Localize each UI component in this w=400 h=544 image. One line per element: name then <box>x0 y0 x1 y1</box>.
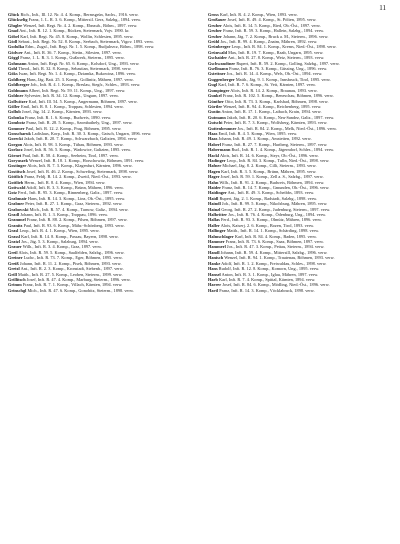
entry-name: Hadinger <box>208 157 226 163</box>
entry-name: Hammer <box>208 239 225 245</box>
entry-details: Iwan, Inft. Regt. Nr. 1. 4. Komp., Dziamka, Bukowina, 1896. verw. <box>18 71 137 77</box>
entry-details: Jos., Jäg. 5. 3. Komp., Salzburg, 1894. verw. <box>21 239 99 245</box>
entry-name: Gradl <box>8 212 20 218</box>
entry-name: Günther <box>208 98 224 104</box>
entry-name: Goryuszek <box>8 157 28 163</box>
entry-details: Josef, Inft. R. 49. 4. Komp., St. Pölten, 1895. verw. <box>227 17 317 23</box>
entry-name: Gollub <box>8 109 21 115</box>
entry-name: Gsellmann <box>208 66 228 72</box>
entry-details: Franz, Inft. R. 28. 5. Komp., Szombathely, Ung., 1897. verw. <box>26 120 133 126</box>
entry-details: Franz, Inft. R. 102. 5. Komp., Beneschau, Böhmen, 1896. verw. <box>222 93 334 99</box>
entry-name: Gnad <box>8 28 19 34</box>
entry-details: Franz, Inft. R. 7. 1. Komp., Villach, Kärnten, 1894. verw. <box>22 282 123 288</box>
entry-name: Hagen <box>208 168 221 174</box>
entry-name: Guttenbrunner <box>208 125 237 131</box>
entry-details: Alois, Kaiserj. 2. 6. Komp., Bozen, Tirol, 1893. verw. <box>220 222 315 228</box>
entry-name: Harb <box>208 276 218 282</box>
entry-details: Ferd., Inft. R. 93. 3. Komp., Olmütz, Mähren, 1896. verw. <box>220 217 322 223</box>
left-column <box>8 12 192 293</box>
entry-details: Alois, Inft. R. 14. 6. Komp., Steyr, Ob.-Öst., 1896. verw. <box>219 152 319 158</box>
entry-details: Franz, Inft. R. 59. 3. Komp., Hallein, Salzbg., 1894. verw. <box>223 28 325 34</box>
entry-details: Hans, Inft. R. 14. 3. Komp., Linz, Ob.-Öst., 1895. verw. <box>27 195 126 201</box>
entry-details: Franz, Inft. R. 88. 2. Komp., Pilsen, Böhmen, 1897. verw. <box>26 217 128 223</box>
entry-name: Gstettner <box>208 71 226 77</box>
entry-name: Gottlieb <box>8 179 24 185</box>
entry-name: Gruber <box>208 28 222 34</box>
entry-name: Göggl <box>8 55 20 61</box>
entry-name: Gommer <box>8 125 25 131</box>
entry-details: Josef, Inft. R. 56. 5. Komp., Wadowice, Galizien, 1895. verw. <box>23 147 132 153</box>
entry-details: Alois, Inft. R. 59. 5. Komp., Saalfelden, Salzbg., 1896. verw. <box>18 249 125 255</box>
entry-details: Adolf, Inft. R. 3. 3. Komp., Brünn, Mähren, 1896. verw. <box>26 185 124 190</box>
entry-name: Göks <box>8 71 18 77</box>
entry-details: Wenzel, Inft. R. 94. 4. Komp., Reichenberg, 1895. verw. <box>223 103 322 109</box>
entry-details: Karl, Inft. R. 7. 6. Komp., St. Veit, Kärnten, 1897. verw. <box>218 82 316 88</box>
entry-details: Peter, Inft. R. 7. 3. Komp., Wolfsberg, Kärnten, 1893. verw. <box>223 120 328 126</box>
entry-details: Rud., Inft. R. 1. 4. Komp., Jägerndorf, Schles., 1894. verw. <box>231 147 335 153</box>
entry-name: Glückselig <box>8 17 28 23</box>
entry-name: Göbel <box>8 33 20 39</box>
list-entry <box>208 288 392 293</box>
entry-details: Josef, Inft. R. 46. 2. Komp., Schwefing, Steiermark, 1898. verw. <box>26 168 139 174</box>
entry-details: Franz, Inft. R. 73. 6. Komp., Saaz, Böhmen, 1897. verw. <box>225 239 324 245</box>
entry-name: Grünberger <box>208 44 231 50</box>
entry-details: Alois, Inft. R. 98. 3. Komp., Tübau, Böhmen, 1893. verw. <box>23 141 124 147</box>
entry-name: Grasl <box>8 228 19 234</box>
entry-name: Haller <box>208 222 220 228</box>
entry-name: Gutschi <box>208 120 223 126</box>
entry-name: Gruber <box>208 22 222 28</box>
entry-name: Gschaider <box>208 55 228 61</box>
right-column <box>208 12 392 293</box>
entry-name: Grill <box>8 271 17 277</box>
entry-name: Gugl <box>208 82 218 88</box>
entry-name: Gostitsch <box>8 168 26 174</box>
entry-details: Mich., Inft. R. 57. 4. Komp., Tarnow, Galiz., 1894. verw. <box>29 206 129 212</box>
entry-details: Franz, Inft. R. 14. 3. Komp., Vöcklabruck, 1898. verw. <box>219 287 315 293</box>
entry-name: Gratzl <box>8 239 21 245</box>
entry-name: Gorecki <box>8 136 23 142</box>
entry-details: Paul, Inft. R. 12. 2. Komp., Prag, Böhmen, 1895. verw. <box>25 125 122 131</box>
entry-details: Rudolf, Inft. R. 12. 8. Komp., Komorn, Ung., 1895. verw. <box>218 266 320 272</box>
entry-details: Emil, Inft. R. 8. 1. Komp., Troppau, Schlesien, 1894. verw. <box>20 103 124 109</box>
entry-details: Johann, Jäg. 7. 2. Komp., Bruck a. M., Steierm., 1896. verw. <box>223 33 329 39</box>
entry-name: Glugler <box>8 22 23 28</box>
entry-name: Hainzl <box>208 206 221 212</box>
entry-name: Guggenberger <box>208 76 235 82</box>
entry-name: Gohmann <box>8 60 27 66</box>
entry-details: Wenzel, Inft. R. 94. 1. Komp., Trautenau, Böhmen, 1893. verw. <box>224 255 335 261</box>
entry-details: Wilh., Inft. R. 91. 2. Komp., Budweis, Böhmen, 1894. verw. <box>219 179 325 185</box>
entry-details: Rupert, Jäg. 2. 1. Komp., Radstadt, Salzbg., 1898. verw. <box>219 195 318 201</box>
entry-details: Karl, Inft. R. 4. 2. Komp., Wien, 1893. verw. <box>219 12 298 17</box>
entry-name: Hahn <box>208 179 219 185</box>
entry-details: Albert, Inft. Regt. Nr. 59. 11. Komp., Ung., 1897. verw. <box>28 87 126 93</box>
entry-details: Sylvester, Inft. R. 34. 12. Komp., Ungarn, 1897. verw. <box>24 93 119 99</box>
entry-name: Grassl <box>8 233 21 239</box>
entry-name: Habermann <box>208 147 231 153</box>
entry-details: Matth., Inft. R. 14. 1. Komp., Schärding, 1898. verw. <box>226 228 320 234</box>
entry-name: Hafner <box>208 163 222 169</box>
entry-details: Theod., Inft. R. 32. 8. Komp., Sebastian, Steiermark, 1898. verw. <box>18 66 132 72</box>
entry-name: Gretzl <box>8 266 20 272</box>
entry-name: Grünwald <box>208 49 228 55</box>
entry-name: Hanke <box>208 260 221 266</box>
entry-name: Handl <box>208 249 220 255</box>
entry-details: Anton, Inft. R. 17. 1. Komp., Laibach, Krain, 1894. verw. <box>221 109 322 115</box>
entry-name: Grammel <box>8 217 26 223</box>
entry-details: Paul, Inft. R. 93. 6. Komp., Mähr.-Schönberg, 1893. verw. <box>23 222 125 228</box>
entry-details: Johann, Inft. R. 1. 3. Komp., Troppau, 1896. verw. <box>20 212 109 218</box>
entry-details: Leop., Inft. R. 84. 3. Komp., Tulln, Nied.-Öst., 1898. verw. <box>226 157 330 163</box>
entry-details: Franz, Inft. R. 76. 3. Komp., Güssing, Ung., 1896. verw. <box>229 66 328 72</box>
entry-name: Glück <box>8 12 20 17</box>
entry-details: Karl, Inft. Regt. Nr. 45. 8. Komp., Wollin, Schlesien, 1895. verw. <box>20 33 134 39</box>
entry-details: Josef, Inft. R. 84. 6. Komp., Mödling, Nied.-Öst., 1896. verw. <box>222 282 330 288</box>
entry-name: Haindl <box>208 201 221 207</box>
entry-name: Haider <box>208 185 222 190</box>
entry-name: Halbritter <box>208 212 228 218</box>
entry-name: Gohl <box>8 66 18 72</box>
entry-name: Haidinger <box>208 190 227 196</box>
entry-name: Gottwald <box>8 185 26 190</box>
entry-details: Ant., Inft. R. 12. 1. Komp., Rücken, Steiermark, Vojv. 1890. kr. <box>19 28 130 34</box>
entry-name: Gombotz <box>8 120 26 126</box>
entry-details: Jos., Inft. R. 84. 2. Komp., Melk, Nied.-Öst., 1896. verw. <box>237 125 337 131</box>
entry-name: Hans <box>208 266 218 272</box>
entry-name: Haas <box>208 136 218 142</box>
entry-name: Gross <box>208 12 219 17</box>
entry-details: Adolf, Inft. R. 1. 2. Komp., Freiwaldau, Schles., 1898. verw. <box>221 260 327 266</box>
entry-details: Karl, Inft. R. 14. 8. Komp., Passau, Bayern, 1898. verw. <box>21 233 119 239</box>
entry-name: Halmschlager <box>208 233 234 239</box>
entry-name: Gumpinger <box>208 87 230 93</box>
entry-name: Golonka <box>8 114 24 120</box>
entry-details: Peter, Inft. R. 27. 1. Komp., Graz, Steierm., 1892. verw. <box>25 201 123 207</box>
entry-details: Otto, Inft. R. 73. 3. Komp., Karlsbad, Böhmen, 1898. verw. <box>225 98 329 104</box>
entry-name: Gödl <box>8 39 18 45</box>
entry-name: Greil <box>8 249 18 255</box>
entry-details: Franz, Feldj. B. 14. 2. Komp., Zwettl, Nied.-Öst., 1893. verw. <box>24 174 132 180</box>
entry-name: Gustin <box>208 109 221 115</box>
entry-details: Karl, Inft. R. 3. 5. Komp., Brünn, Mähren, 1895. verw. <box>221 168 317 174</box>
entry-details: Jos., Inft. R. 99. 4. Komp., Znaim, Mähren, 1892. verw. <box>220 39 318 45</box>
entry-details: Edm., Zugsf., Inft. Regt. Nr. 1. 5. Komp., Budjulezcz, Böhm., 1898. verw. <box>25 44 155 50</box>
entry-details: Paul, Inft. R. 58. 4. Komp., Seeheim, Tirol, 1897. verw. <box>22 152 119 158</box>
entry-name: Gunkel <box>208 93 222 99</box>
entry-details: Karl, Inft. R. 84. 4. Komp., Baden, 1895. verw. <box>234 233 317 239</box>
entry-details: Alois, Inft. R. 7. 3. Komp., Klagenfurt, Kärnten, 1896. verw. <box>27 163 133 169</box>
entry-details: Leop., Inft. R. 4. 1. Komp., Wien, 1895. verw. <box>19 228 100 234</box>
entry-name: Gürtler <box>208 103 223 109</box>
entry-name: Gödwer <box>8 49 23 55</box>
entry-name: Göttlich <box>8 174 24 180</box>
entry-details: Matth., Inft. R. 27. 5. Komp., Leoben, Steierm., 1899. verw. <box>18 271 123 277</box>
entry-details: Karl, Inft. Ill. 54. 5. Komp., Angermann, Böhmen, 1897. verw. <box>28 98 138 104</box>
entry-details: Herm., Inft. R. 8. 4. Komp., Wien, 1894. verw. <box>24 179 106 185</box>
entry-details: Franz, 1. L. R. 3. 1. Komp., Gußwerk, Steierm., 1895. verw. <box>20 55 125 61</box>
list-entry <box>8 288 192 293</box>
entry-details: Georg, Inft. R. 27. 2. Komp., Judenburg, Steierm., 1897. verw. <box>221 206 331 212</box>
entry-details: Michael, Jäg. 8. 2. Komp., Cilli, Steierm., 1893. verw. <box>222 163 317 169</box>
entry-details: Rupert, Inft. R. 59. 2. Komp., Golling, Salzbg., 1897. verw. <box>236 60 340 66</box>
entry-details: Sebast., Inft. Regt. Nr. 52. 8. Komp., Seebach, Steiermark, Vigov. 1893. verw. <box>18 39 154 45</box>
entry-name: Hammerl <box>208 244 226 250</box>
entry-name: Greiß <box>8 260 19 266</box>
entry-name: Gotz <box>8 190 17 196</box>
entry-details: Alois, Inft. R. 14. 2. Komp., Braunau, 1893. verw. <box>230 87 318 93</box>
entry-name: Großauer <box>208 17 227 23</box>
entry-details: Ant., Inft. R. 27. 8. Komp., Weiz, Steierm., 1893. verw. <box>227 55 325 61</box>
entry-name: Grinschgl <box>8 287 27 293</box>
entry-name: Grabner <box>8 201 25 207</box>
entry-details: Jos., Inft. R. 76. 4. Komp., Ödenburg, Ung., 1894. verw. <box>228 212 327 218</box>
entry-name: Greiner <box>8 255 23 261</box>
entry-details: Ant., Inft. R. 2. 3. Komp., Kronstadt, Siebenb., 1897. verw. <box>20 266 124 272</box>
entry-details: Franz, Inft. R. 27. 7. Komp., Hartberg, Steierm., 1897. verw. <box>222 141 328 147</box>
entry-name: Haberl <box>208 141 222 147</box>
entry-details: Josef, Jäg. 14. 2. Komp., Kärnten, 1893. verw. <box>21 109 103 115</box>
entry-name: Godulka <box>8 44 25 50</box>
entry-details: Anton, Inft. Regt. Nr. 65. 6. Komp., Kolsdorf, Ung., 1893. verw. <box>27 60 140 66</box>
entry-name: Grabmair <box>8 195 27 201</box>
entry-name: Granitz <box>8 222 23 228</box>
entry-name: Gonscharuk <box>8 130 31 136</box>
entry-name: Harrer <box>208 282 222 288</box>
entry-details: Hans, Jäg. Batt. 25. 3. Komp., Gollinitz, Mähren, 1897. verw. <box>26 76 134 82</box>
entry-name: Grübl <box>208 39 220 45</box>
entry-details: Johann, Inft. R. 11. 2. Komp., Pisek, Böhmen, 1893. verw. <box>19 260 122 266</box>
entry-details: Mich., Inft. R. 47. 6. Komp., Gonobitz, Steierm., 1898. verw. <box>27 287 134 293</box>
entry-details: Emil, Inft. R. 4. 5. Komp., Wien, 1895. verw. <box>218 130 298 136</box>
entry-details: Jakob, Inft. R. 20. 6. Komp., Neu-Sandez, Galiz., 1897. verw. <box>226 114 335 120</box>
entry-name: Grimm <box>8 282 22 288</box>
entry-name: Hallinger <box>208 228 226 234</box>
entry-name: Grabowski <box>8 206 29 212</box>
page-number: 11 <box>379 4 386 12</box>
entry-name: Goldmann <box>8 87 28 93</box>
entry-name: Hanisch <box>208 255 224 261</box>
entry-details: Rich., Inft., Ill. 12. Nr. 4. 4. Komp., Bermsgrün, Sachs., 1916. verw. <box>20 12 139 17</box>
entry-name: Göller <box>8 103 20 109</box>
entry-name: Gruber <box>208 33 222 39</box>
entry-details: Franz, 1. L. R. 3. 6. Komp., Mittersil. Gerz, Salzbg., 1894. verw. <box>28 17 142 23</box>
entry-details: Wenzel, Inft. Regt. Nr. 4. 2. Komp., Ebnzuh., Böhm., 1897. verw. <box>23 22 138 28</box>
entry-name: Hackl <box>208 152 220 158</box>
entry-details: Franz, Inft. R. 1. 6. Komp., Budweis, 1890. verw. <box>25 114 112 120</box>
entry-details: Josef, Inft. R. 59. 1. Komp., Zell a. S., Salzbg., 1897. verw. <box>220 174 324 180</box>
entry-name: Gostinger <box>8 163 27 169</box>
entry-name: Gutmann <box>208 114 226 120</box>
entry-name: Hartl <box>208 287 219 293</box>
entry-details: Karl, Inft. R. 7. 4. Komp., Spittal, Kärnten, 1894. verw. <box>218 276 316 282</box>
entry-details: Ladislaus, Korp., Inft. R. 30. 3. Komp., Gatsch, Ungarn, 1896. verw. <box>32 130 152 136</box>
entry-details: Josef, Inft. R. 47. 4. Komp., Marburg, Steierm., 1896. verw. <box>26 276 131 282</box>
entry-name: Goldberger <box>8 82 30 88</box>
entry-details: Matth., Jäg. 9. 1. Komp., Innsbruck, Tirol, 1895. verw. <box>235 76 331 82</box>
entry-name: Goldner <box>8 93 24 99</box>
entry-name: Grauer <box>8 244 22 250</box>
entry-details: Franz, Inft. R. 14. 7. Komp., Gmunden, Ob.-Öst., 1896. verw. <box>222 185 330 190</box>
entry-details: Ant., Inft. R. 49. 3. Komp., Scheibbs, 1893. verw. <box>227 190 315 196</box>
entry-details: Ferd., Inft. R. 95. 3. Komp., Rinnenberg, Galiz., 1897. verw. <box>18 190 124 196</box>
entry-name: Gorgon <box>8 141 23 147</box>
entry-details: Jos., Inft. R. 14. 4. Komp., Wels, Ob.-Öst., 1894. verw. <box>226 71 323 77</box>
entry-name: Hallas <box>208 217 220 223</box>
entry-details: Ant., Inft. R. 36. 7. Komp., Stettn., Silesien, 1897. verw. <box>23 49 122 55</box>
entry-details: Johann, Inft. R. 59. 4. Komp., Mittersill, Salzbg., 1896. verw. <box>220 249 328 255</box>
entry-details: Jakob, Inft. R. 20. 7. Komp., Schwarzbach, Galizien, 1894. verw. <box>23 136 138 142</box>
entry-name: Hansel <box>208 271 221 277</box>
entry-details: Anton, Inft. R. 3. 1. Komp., Iglau, Mähren, 1897. verw. <box>221 271 319 277</box>
entry-name: Görnet <box>8 152 22 158</box>
entry-name: Gollwitzer <box>8 98 28 104</box>
entry-name: Goldberg <box>8 76 26 82</box>
entry-name: Grillitsch <box>8 276 26 282</box>
entry-name: Gschwandtner <box>208 60 236 66</box>
entry-name: Haidl <box>208 195 219 201</box>
entry-details: Joh., Inft. R. 4. 1. Komp., Breslau, Siegfr., Schles., 1893. verw. <box>30 82 141 88</box>
entry-details: Jos., Inft. R. 47. 3. Komp., Pettau, Steierm., 1894. verw. <box>226 244 325 250</box>
entry-details: Leop., Inft. R. 84. 1. Komp., Krems, Nied.-Öst., 1898. verw. <box>231 44 337 50</box>
entry-details: Max, Inft. R. 19. 7. Komp., Raab, Ungarn, 1895. verw. <box>228 49 324 55</box>
entry-details: Wenzel, Inft. R. 18. 1. Komp., Horschowitz, Böhmen, 1891. verw. <box>29 157 145 163</box>
entry-details: Wilh., Inft. R. 3. 4. Komp., Graz, 1897. verw. <box>22 244 102 250</box>
entry-name: Haas <box>208 130 218 136</box>
entry-name: Hager <box>208 174 220 180</box>
entry-details: Alois, Inft. R. 14. 5. Komp., Ried, Ob.-Öst., 1897. verw. <box>222 22 321 28</box>
entry-name: Gorlacz <box>8 147 23 153</box>
entry-details: Joh., Inft. R. 99. 5. Komp., Nikolsburg, Mähren, 1895. verw. <box>221 201 328 207</box>
entry-details: Johann, Inft. R. 49. 1. Komp., Amstetten, 1892. verw. <box>218 136 312 142</box>
entry-details: Ludw., Inft. R. 73. 7. Komp., Eger, Böhmen, 1895. verw. <box>23 255 123 261</box>
